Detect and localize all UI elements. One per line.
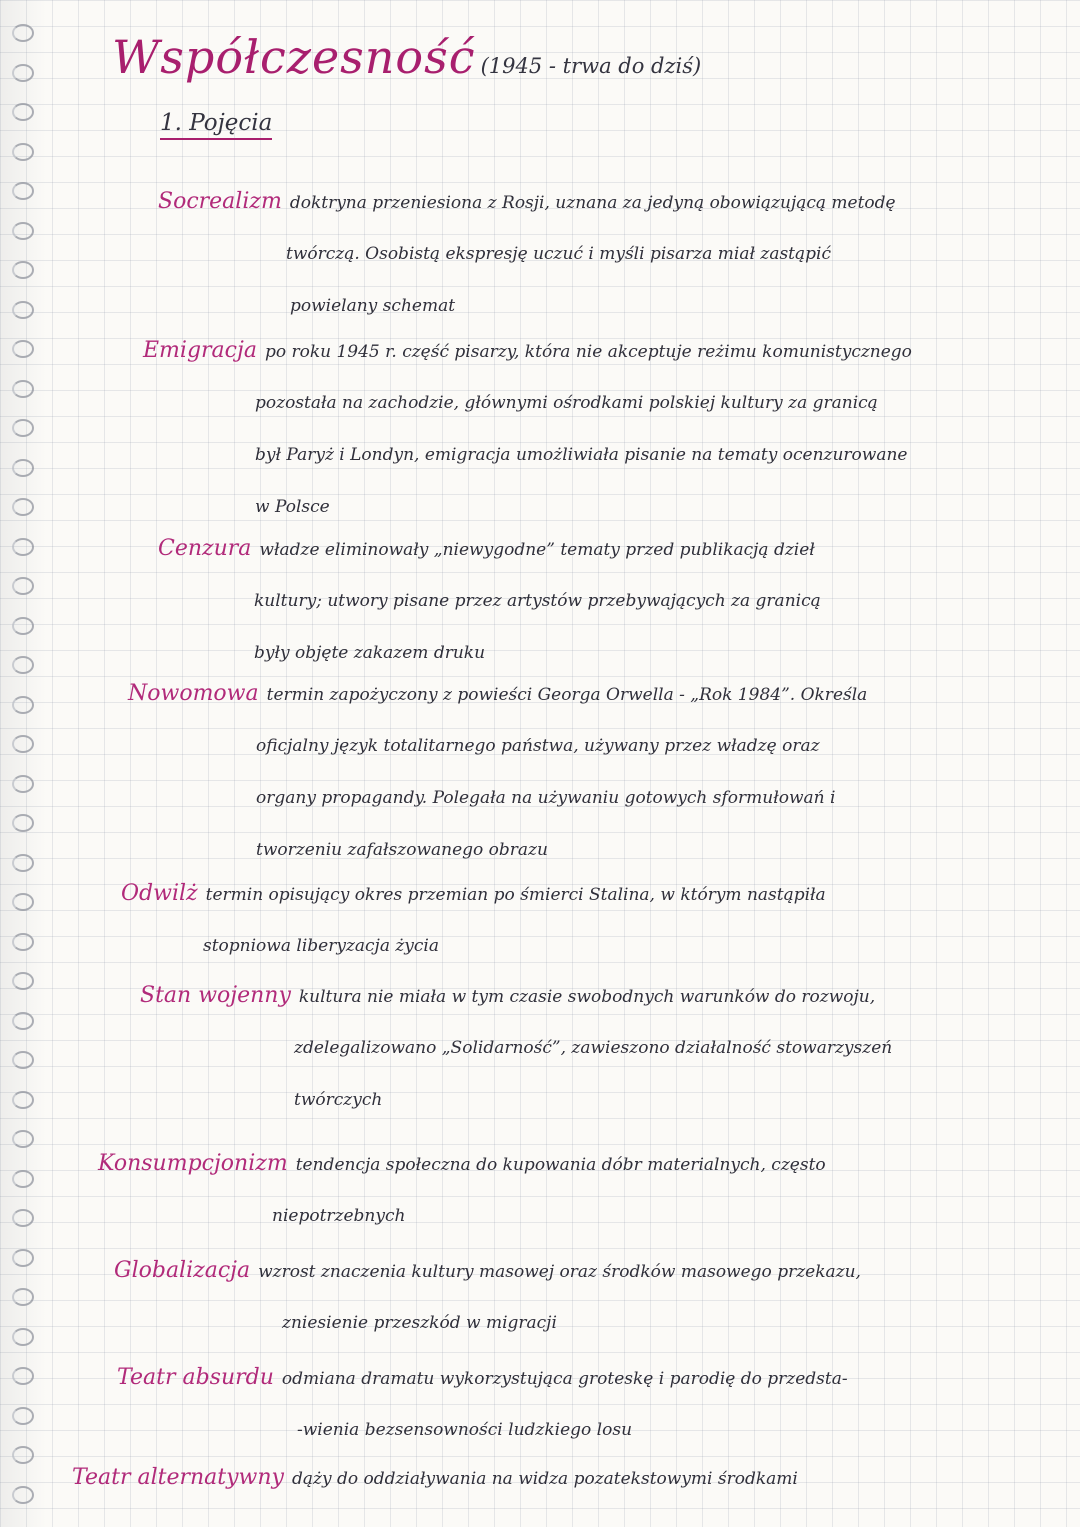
binding-ring bbox=[12, 64, 34, 82]
definition-text: był Paryż i Londyn, emigracja umożliwiała pisanie na tematy ocenzurowane bbox=[255, 445, 908, 465]
binding-ring bbox=[12, 1486, 34, 1504]
definition-text: tworzeniu zafałszowanego obrazu bbox=[256, 840, 548, 860]
definition-text: kultura nie miała w tym czasie swobodnych warunków do rozwoju, bbox=[298, 987, 876, 1007]
binding-ring bbox=[12, 182, 34, 200]
binding-ring bbox=[12, 617, 34, 635]
definition-entry bbox=[128, 668, 867, 876]
binding-ring bbox=[12, 1407, 34, 1425]
definition-text: termin zapożyczony z powieści Georga Orwella - „Rok 1984”. Określa bbox=[266, 685, 868, 705]
definition-line bbox=[117, 1404, 848, 1456]
definition-entry bbox=[143, 325, 912, 533]
binding-ring bbox=[12, 656, 34, 674]
definition-line bbox=[158, 575, 821, 627]
definition-text: władze eliminowały „niewygodne” tematy przed publikacją dzieł bbox=[259, 540, 815, 560]
definition-text: pozostała na zachodzie, głównymi ośrodkami polskiej kultury za granicą bbox=[255, 393, 878, 413]
definition-text: organy propagandy. Polegała na używaniu gotowych sformułowań i bbox=[256, 788, 836, 808]
definition-term: Emigracja bbox=[143, 338, 257, 363]
definition-entry bbox=[98, 1138, 826, 1242]
binding-ring bbox=[12, 143, 34, 161]
definition-line bbox=[128, 720, 867, 772]
definition-text: twórczych bbox=[294, 1090, 383, 1110]
definition-entry bbox=[72, 1452, 798, 1504]
definition-entry bbox=[158, 176, 896, 332]
binding-ring bbox=[12, 814, 34, 832]
binding-ring bbox=[12, 1012, 34, 1030]
binding-ring bbox=[12, 498, 34, 516]
definition-term: Cenzura bbox=[158, 536, 252, 561]
definition-entry bbox=[117, 1352, 848, 1456]
definition-text: po roku 1945 r. część pisarzy, która nie akceptuje reżimu komunistycznego bbox=[264, 342, 912, 362]
binding-ring bbox=[12, 1091, 34, 1109]
definition-term: Konsumpcjonizm bbox=[98, 1151, 288, 1176]
definition-term: Odwilż bbox=[121, 881, 198, 906]
definition-term: Nowomowa bbox=[128, 681, 259, 706]
definition-line bbox=[158, 523, 821, 575]
page-title: Współczesność bbox=[112, 30, 476, 84]
binding-ring bbox=[12, 933, 34, 951]
binding-ring bbox=[12, 1249, 34, 1267]
definition-line bbox=[121, 868, 826, 920]
definition-text: twórczą. Osobistą ekspresję uczuć i myśli pisarza miał zastąpić bbox=[286, 244, 831, 264]
definition-text: powielany schemat bbox=[290, 296, 456, 316]
binding-ring bbox=[12, 854, 34, 872]
binding-ring bbox=[12, 1328, 34, 1346]
definition-text: wzrost znaczenia kultury masowej oraz środków masowego przekazu, bbox=[258, 1262, 861, 1282]
binding-ring bbox=[12, 103, 34, 121]
binding-ring bbox=[12, 301, 34, 319]
binding-ring bbox=[12, 893, 34, 911]
definition-text: -wienia bezsensowności ludzkiego losu bbox=[297, 1420, 633, 1440]
binding-ring bbox=[12, 696, 34, 714]
definition-line bbox=[158, 228, 896, 280]
definition-text: doktryna przeniesiona z Rosji, uznana za jedyną obowiązującą metodę bbox=[289, 193, 896, 213]
definition-text: kultury; utwory pisane przez artystów przebywających za granicą bbox=[254, 591, 821, 611]
definition-term: Stan wojenny bbox=[140, 983, 291, 1008]
definition-line bbox=[114, 1245, 861, 1297]
definition-text: w Polsce bbox=[255, 497, 330, 517]
binding-ring bbox=[12, 1209, 34, 1227]
definition-text: zdelegalizowano „Solidarność”, zawieszono działalność stowarzyszeń bbox=[294, 1038, 893, 1058]
binding-ring bbox=[12, 775, 34, 793]
binding-ring bbox=[12, 222, 34, 240]
definition-line bbox=[140, 1022, 892, 1074]
definition-line bbox=[114, 1297, 861, 1349]
definition-line bbox=[128, 668, 867, 720]
binding-ring bbox=[12, 1170, 34, 1188]
page-subtitle: (1945 - trwa do dziś) bbox=[480, 54, 702, 78]
definition-line bbox=[98, 1190, 826, 1242]
binding-ring bbox=[12, 1130, 34, 1148]
binding-ring bbox=[12, 24, 34, 42]
definition-entry bbox=[158, 523, 821, 679]
binding-ring bbox=[12, 577, 34, 595]
definition-text: dąży do oddziaływania na widza pozatekstowymi środkami bbox=[291, 1469, 798, 1489]
definition-text: niepotrzebnych bbox=[272, 1206, 406, 1226]
binding-ring bbox=[12, 261, 34, 279]
definition-entry bbox=[140, 970, 892, 1126]
binding-ring bbox=[12, 340, 34, 358]
definition-text: termin opisujący okres przemian po śmierci Stalina, w którym nastąpiła bbox=[205, 885, 826, 905]
binding-ring bbox=[12, 1288, 34, 1306]
definition-text: odmiana dramatu wykorzystująca groteskę i parodię do przedsta- bbox=[281, 1369, 848, 1389]
definition-line bbox=[143, 325, 912, 377]
definition-term: Socrealizm bbox=[158, 189, 282, 214]
binding-ring bbox=[12, 1051, 34, 1069]
definition-line bbox=[143, 377, 912, 429]
binding-ring bbox=[12, 972, 34, 990]
definition-entry bbox=[114, 1245, 861, 1349]
binding-ring bbox=[12, 1446, 34, 1464]
binding-ring bbox=[12, 419, 34, 437]
definition-text: oficjalny język totalitarnego państwa, używany przez władzę oraz bbox=[256, 736, 820, 756]
definition-line bbox=[117, 1352, 848, 1404]
binding-ring bbox=[12, 1367, 34, 1385]
definition-line bbox=[72, 1452, 798, 1504]
definition-line bbox=[140, 970, 892, 1022]
definition-line bbox=[143, 429, 912, 481]
definition-line bbox=[140, 1074, 892, 1126]
definition-line bbox=[128, 772, 867, 824]
definition-entry bbox=[121, 868, 826, 972]
definition-line bbox=[158, 176, 896, 228]
binding-ring bbox=[12, 735, 34, 753]
definition-text: tendencja społeczna do kupowania dóbr materialnych, często bbox=[295, 1155, 826, 1175]
definition-text: zniesienie przeszkód w migracji bbox=[282, 1313, 557, 1333]
binding-ring bbox=[12, 380, 34, 398]
title-block bbox=[112, 30, 701, 84]
section-heading: 1. Pojęcia bbox=[160, 110, 272, 140]
definition-text: stopniowa liberyzacja życia bbox=[203, 936, 440, 956]
definition-term: Teatr absurdu bbox=[117, 1365, 274, 1390]
binding-ring bbox=[12, 538, 34, 556]
definition-text: były objęte zakazem druku bbox=[254, 643, 486, 663]
definition-term: Teatr alternatywny bbox=[72, 1465, 284, 1490]
binding-ring bbox=[12, 459, 34, 477]
definition-line bbox=[121, 920, 826, 972]
definition-term: Globalizacja bbox=[114, 1258, 251, 1283]
definition-line bbox=[98, 1138, 826, 1190]
